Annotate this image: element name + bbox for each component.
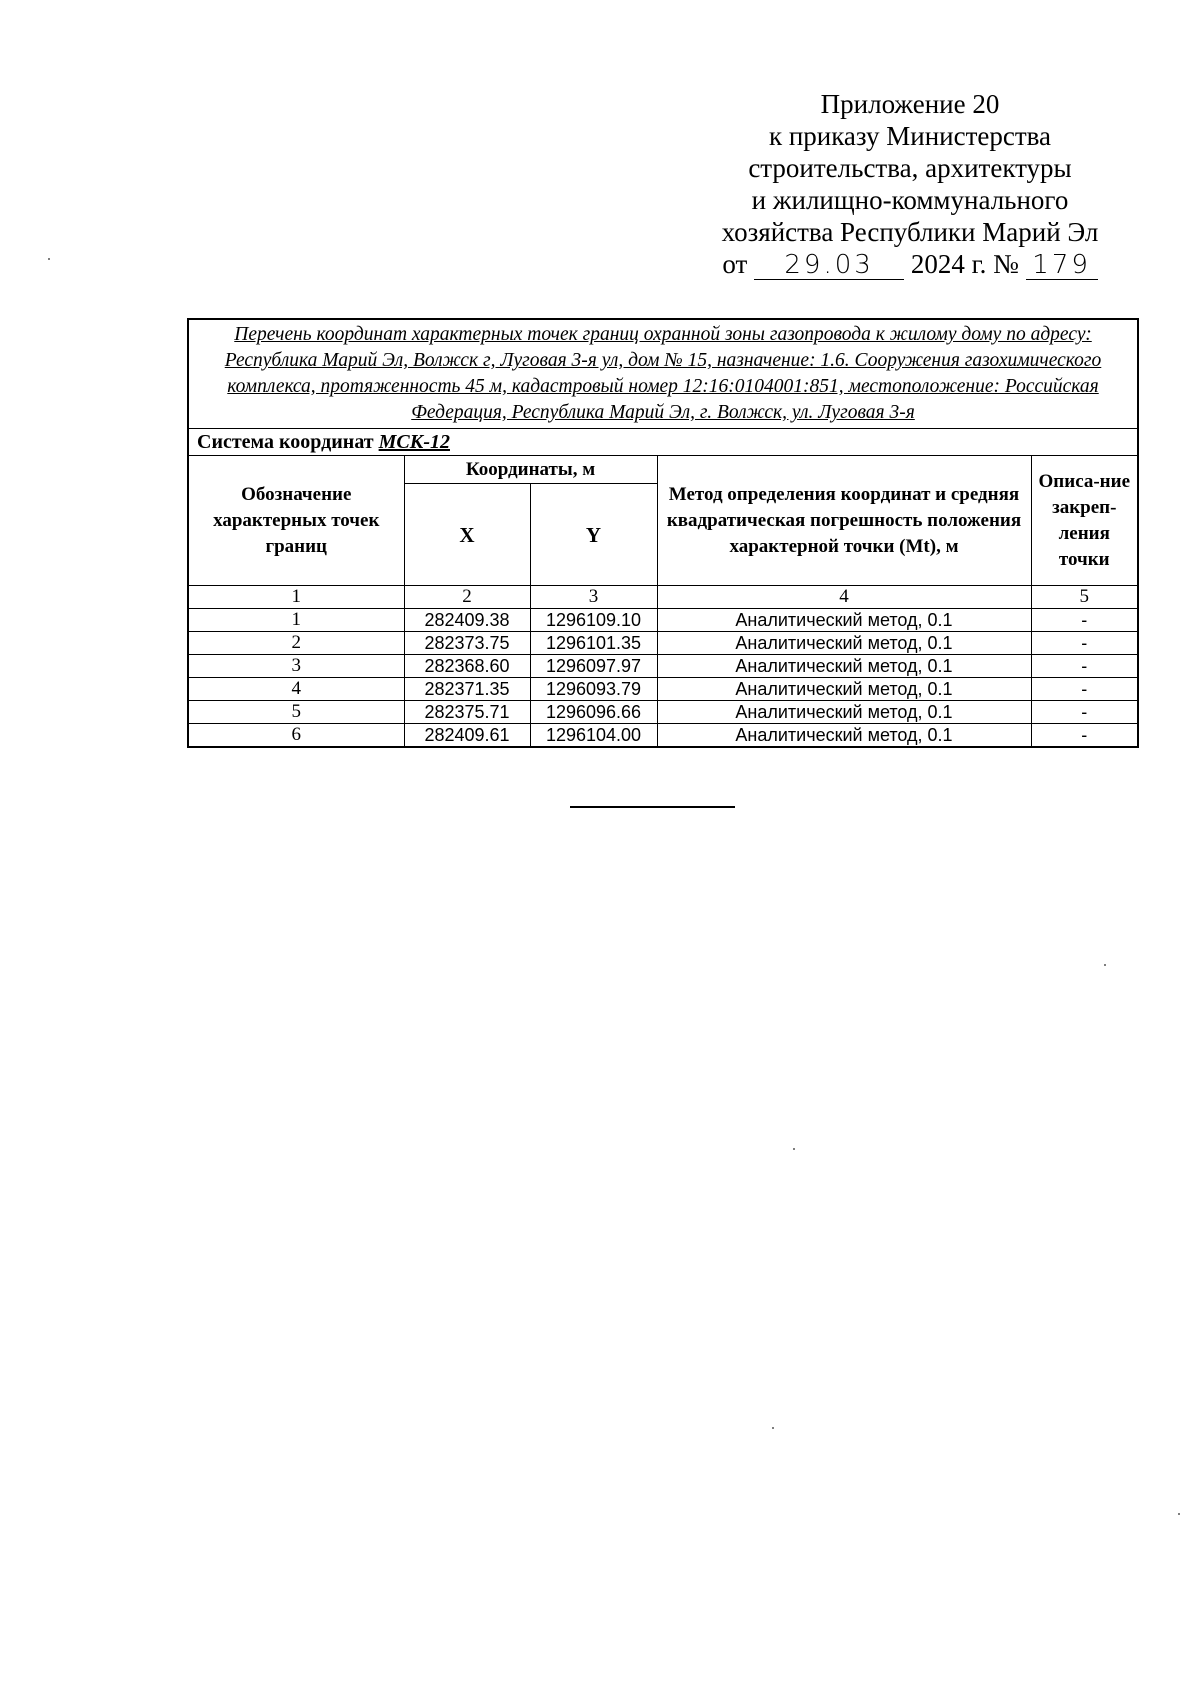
coord-x: 282409.38 <box>404 609 530 632</box>
scan-speck <box>772 1427 774 1429</box>
coord-x: 282373.75 <box>404 632 530 655</box>
column-header-description: Описа-ние закреп-ления точки <box>1031 456 1138 586</box>
coord-y: 1296097.97 <box>530 655 657 678</box>
scan-speck <box>1104 964 1106 966</box>
point-id: 3 <box>188 655 404 678</box>
coord-x: 282368.60 <box>404 655 530 678</box>
coord-y: 1296101.35 <box>530 632 657 655</box>
coordinate-system-row <box>188 429 1138 456</box>
column-header-coordinates: Координаты, м <box>404 456 657 484</box>
column-header-x: X <box>404 484 530 586</box>
point-description: - <box>1031 655 1138 678</box>
order-year: 2024 г. № <box>910 249 1019 279</box>
point-description: - <box>1031 678 1138 701</box>
header-line: хозяйства Республики Марий Эл <box>721 217 1099 247</box>
coordinates-table <box>187 318 1139 748</box>
point-description: - <box>1031 632 1138 655</box>
coord-y: 1296109.10 <box>530 609 657 632</box>
point-id: 4 <box>188 678 404 701</box>
column-header-points: Обозначение характерных точек границ <box>188 456 404 586</box>
column-header-y: Y <box>530 484 657 586</box>
point-description: - <box>1031 701 1138 724</box>
table-row <box>188 724 1138 748</box>
coordinate-system-label: Система координат <box>197 431 374 453</box>
table-row <box>188 632 1138 655</box>
method: Аналитический метод, 0.1 <box>657 678 1031 701</box>
method: Аналитический метод, 0.1 <box>657 724 1031 748</box>
header-line: и жилищно-коммунального <box>751 185 1069 215</box>
end-separator-line <box>570 806 735 808</box>
coord-y: 1296104.00 <box>530 724 657 748</box>
point-description: - <box>1031 609 1138 632</box>
table-row <box>188 701 1138 724</box>
coord-y: 1296096.66 <box>530 701 657 724</box>
handwritten-date: 29.03 <box>754 251 904 280</box>
coord-y: 1296093.79 <box>530 678 657 701</box>
column-numbers-row <box>188 586 1138 609</box>
point-id: 6 <box>188 724 404 748</box>
scan-speck <box>1178 1513 1180 1515</box>
coord-x: 282375.71 <box>404 701 530 724</box>
coord-x: 282371.35 <box>404 678 530 701</box>
method: Аналитический метод, 0.1 <box>657 609 1031 632</box>
table-row <box>188 678 1138 701</box>
coordinate-system-value: МСК-12 <box>378 431 450 453</box>
column-number: 2 <box>404 586 530 609</box>
point-id: 1 <box>188 609 404 632</box>
order-date-line <box>700 248 1120 280</box>
coord-x: 282409.61 <box>404 724 530 748</box>
scan-speck <box>793 1148 795 1150</box>
table-description: Перечень координат характерных точек границ охранной зоны газопровода к жилому дому по адресу: Республика Марий Эл, Волжск г, Луговая 3-я ул, дом № 15, назначение: 1.6. Сооружения газохимического комплекса, протяженность 45 м, кадастровый номер 12:16:0104001:851, местоположение: Российская Федерация, Республика Марий Эл, г. Волжск, ул. Луговая 3-я <box>188 319 1138 429</box>
point-description: - <box>1031 724 1138 748</box>
appendix-header <box>700 88 1120 280</box>
header-line: строительства, архитектуры <box>748 153 1072 183</box>
column-number: 5 <box>1031 586 1138 609</box>
column-number: 4 <box>657 586 1031 609</box>
method: Аналитический метод, 0.1 <box>657 701 1031 724</box>
table-row <box>188 609 1138 632</box>
scan-speck <box>48 258 50 260</box>
method: Аналитический метод, 0.1 <box>657 632 1031 655</box>
column-number: 1 <box>188 586 404 609</box>
header-line: к приказу Министерства <box>768 121 1052 151</box>
point-id: 2 <box>188 632 404 655</box>
handwritten-order-number: 179 <box>1026 251 1098 280</box>
column-header-method: Метод определения координат и средняя квадратическая погрешность положения характерной точки (Mt), м <box>657 456 1031 586</box>
date-prefix: от <box>722 249 748 279</box>
column-number: 3 <box>530 586 657 609</box>
header-line: Приложение 20 <box>820 89 1000 119</box>
table-row <box>188 655 1138 678</box>
method: Аналитический метод, 0.1 <box>657 655 1031 678</box>
point-id: 5 <box>188 701 404 724</box>
